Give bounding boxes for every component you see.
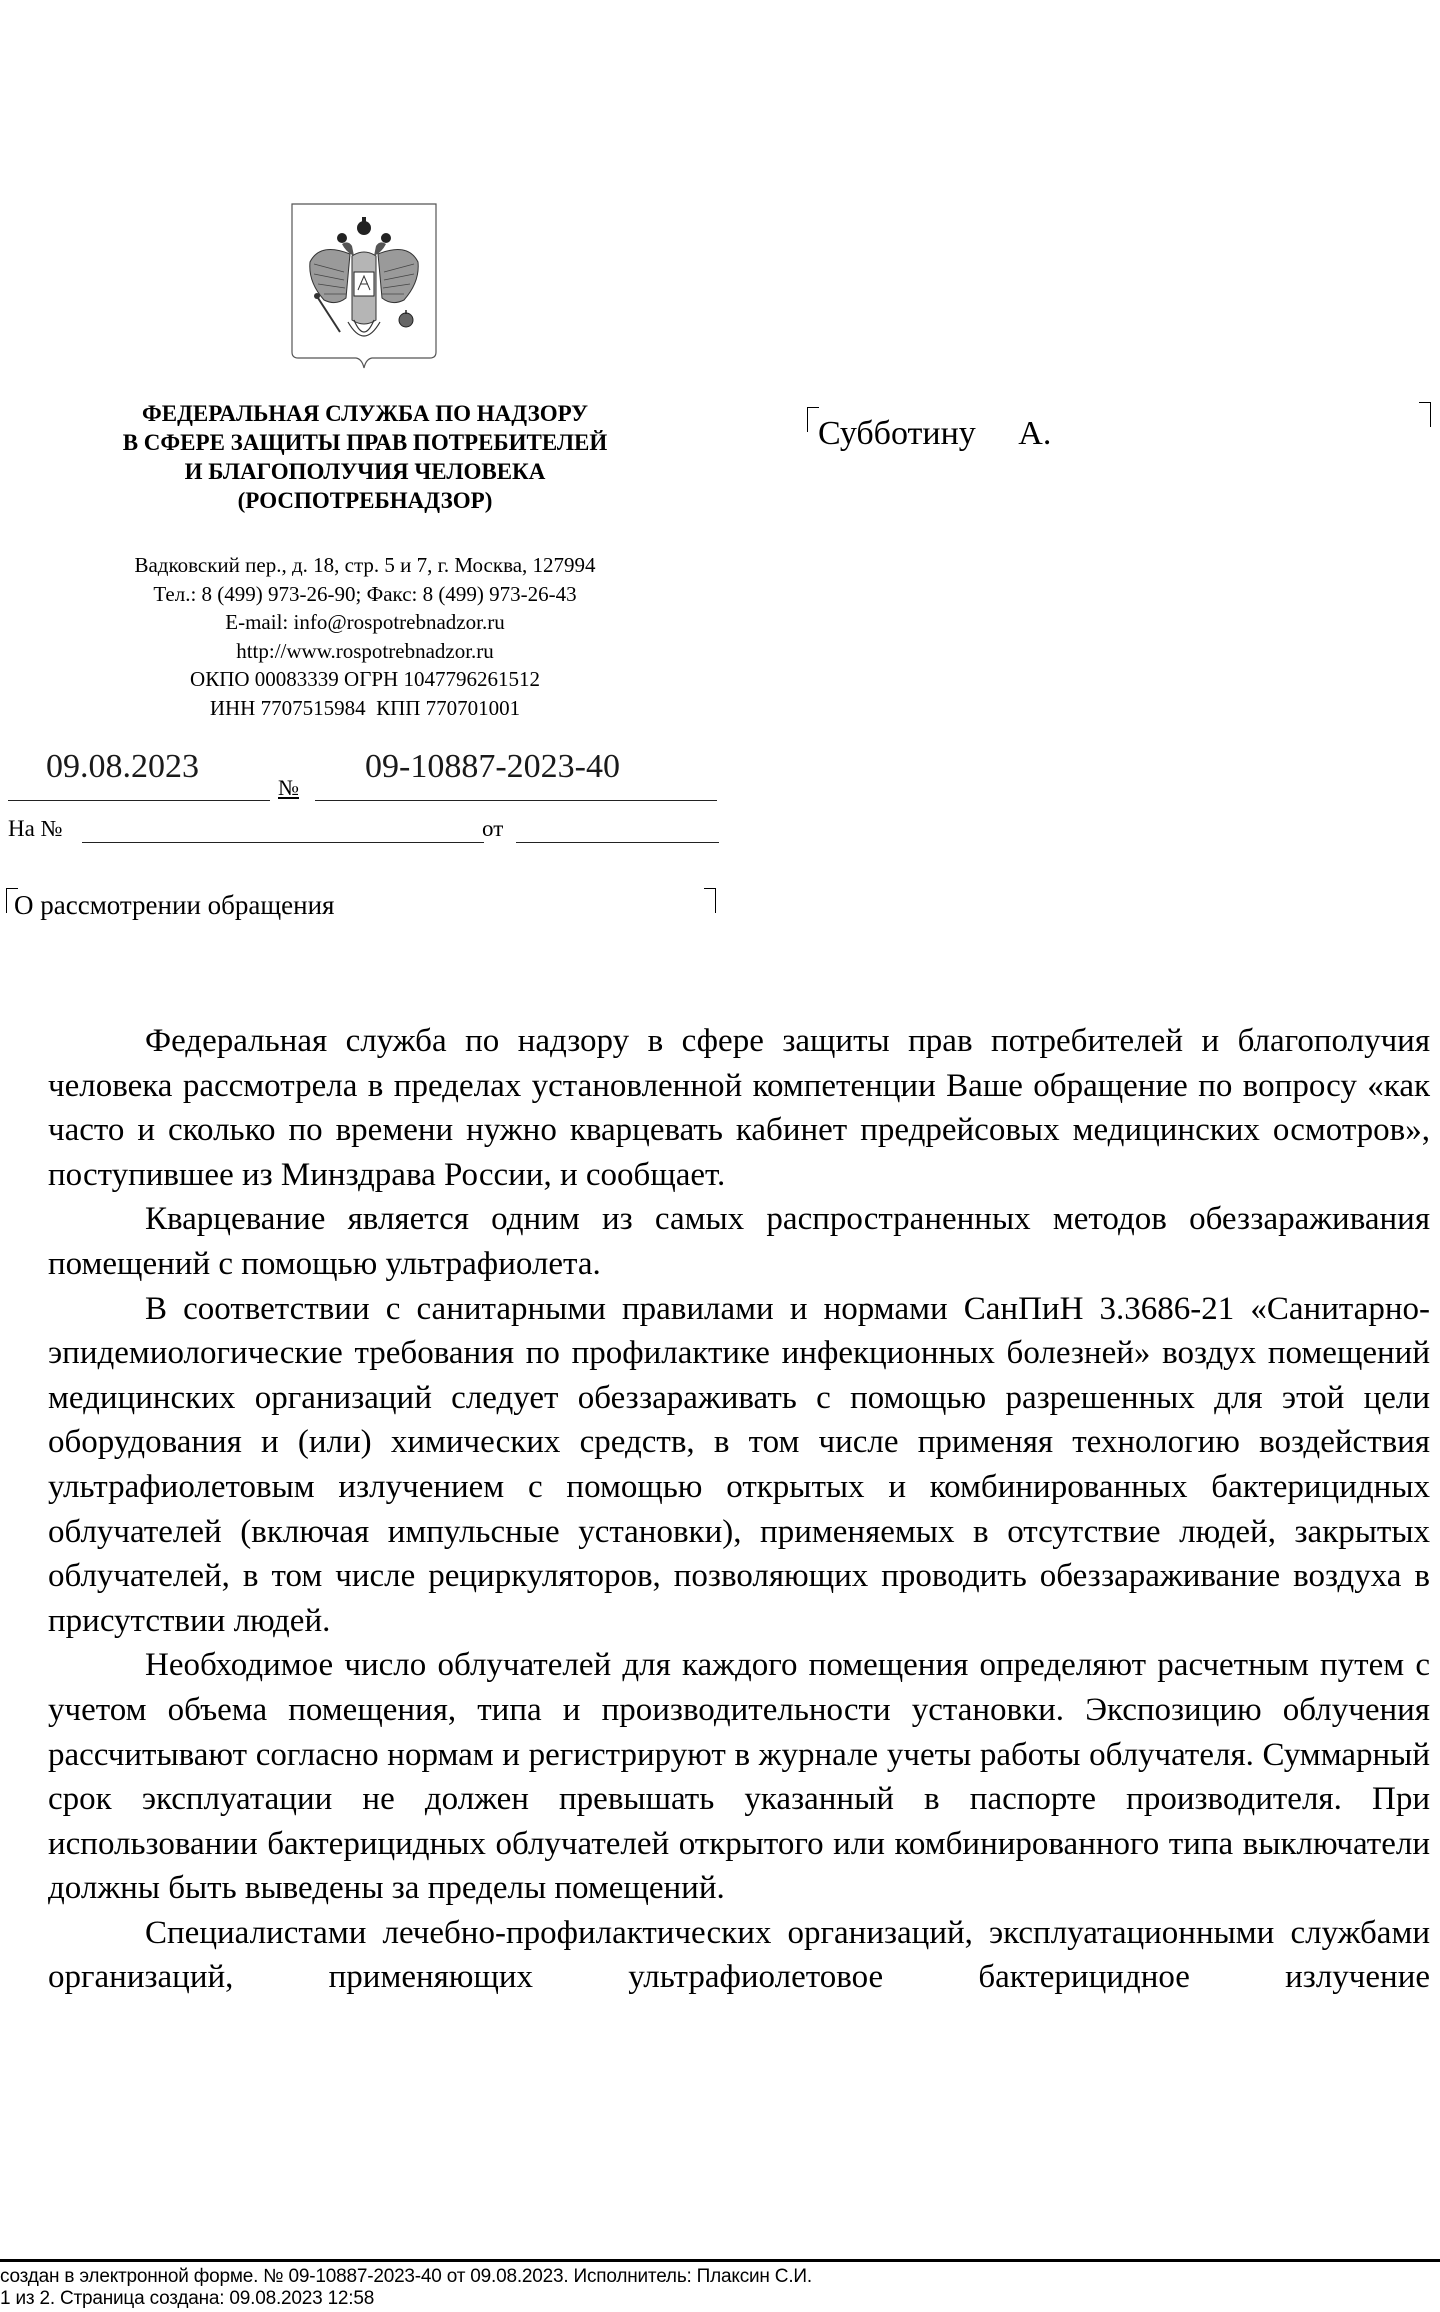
org-name-line: И БЛАГОПОЛУЧИЯ ЧЕЛОВЕКА bbox=[184, 459, 546, 484]
org-name-line: (РОСПОТРЕБНАДЗОР) bbox=[237, 488, 493, 513]
email-line: E-mail: info@rospotrebnadzor.ru bbox=[225, 610, 505, 635]
addressee: Субботину А. bbox=[818, 415, 1052, 452]
org-name-line: В СФЕРЕ ЗАЩИТЫ ПРАВ ПОТРЕБИТЕЛЕЙ bbox=[122, 430, 608, 455]
letter-body bbox=[48, 1019, 1430, 2000]
body-paragraph: Необходимое число облучателей для каждого помещения определяют расчетным путем с учетом объема помещения, типа и производительности установки. Экспозицию облучения рассчитывают согласно нормам и регистрируют в журнале учеты работы облучателя. Суммарный срок эксплуатации не должен превышать указанный в паспорте производителя. При использовании бактерицидных облучателей открытого или комбинированного типа выключатели должны быть выведены за пределы помещений. bbox=[48, 1647, 1430, 1907]
organization-name bbox=[0, 399, 730, 515]
okpo-ogrn-line: ОКПО 00083339 ОГРН 1047796261512 bbox=[190, 667, 540, 692]
footer-document-info: создан в электронной форме. № 09-10887-2023-40 от 09.08.2023. Исполнитель: Плаксин С.И. bbox=[0, 2266, 812, 2287]
org-name-line: ФЕДЕРАЛЬНАЯ СЛУЖБА ПО НАДЗОРУ bbox=[141, 401, 589, 426]
website-line: http://www.rospotrebnadzor.ru bbox=[236, 638, 494, 663]
organization-contacts bbox=[0, 551, 730, 723]
address-line: Вадковский пер., д. 18, стр. 5 и 7, г. Москва, 127994 bbox=[134, 553, 596, 577]
addressee-corner-right bbox=[1419, 402, 1431, 427]
number-sign-text: № bbox=[278, 775, 299, 800]
body-paragraph: В соответствии с санитарными правилами и нормами СанПиН 3.3686-21 «Санитарно-эпидемиологические требования по профилактике инфекционных болезней» воздух помещений медицинских организаций следует обеззараживать с помощью разрешенных для этой цели оборудования и (или) химических средств, в том числе применяя технологию воздействия ультрафиолетовым излучением с помощью открытых и комбинированных бактерицидных облучателей (включая импульсные установки), применяемых в отсутствие людей, закрытых облучателей, в том числе рециркуляторов, позволяющих проводить обеззараживание воздуха в присутствии людей. bbox=[48, 1290, 1430, 1639]
russian-coat-of-arms-icon bbox=[290, 202, 438, 370]
inn-kpp-line: ИНН 7707515984 КПП 770701001 bbox=[209, 695, 521, 720]
date-underline bbox=[8, 800, 270, 801]
phone-fax-line: Тел.: 8 (499) 973-26-90; Факс: 8 (499) 973-26-43 bbox=[153, 581, 577, 606]
number-underline bbox=[315, 800, 717, 801]
registration-number: 09-10887-2023-40 bbox=[365, 748, 620, 785]
footer-divider bbox=[0, 2259, 1440, 2262]
number-sign bbox=[278, 775, 299, 801]
reply-from-label: от bbox=[482, 816, 504, 841]
document-footer bbox=[0, 2266, 812, 2309]
body-paragraph: Специалистами лечебно-профилактических организаций, эксплуатационными службами организаций, применяющих ультрафиолетовое бактерицидное излучение bbox=[48, 1914, 1430, 1996]
reply-number-underline bbox=[82, 842, 484, 843]
reply-to-text: На № bbox=[8, 816, 63, 841]
reply-date-underline bbox=[516, 842, 719, 843]
subject-corner-right bbox=[704, 888, 716, 913]
footer-page-info: 1 из 2. Страница создана: 09.08.2023 12:58 bbox=[0, 2287, 375, 2309]
body-paragraph: Кварцевание является одним из самых распространенных методов обеззараживания помещений с помощью ультрафиолета. bbox=[48, 1201, 1430, 1282]
registration-date: 09.08.2023 bbox=[46, 748, 199, 785]
reply-to-label bbox=[8, 814, 63, 844]
subject: О рассмотрении обращения bbox=[14, 890, 335, 920]
body-paragraph: Федеральная служба по надзору в сфере защиты прав потребителей и благополучия человека рассмотрела в пределах установленной компетенции Ваше обращение по вопросу «как часто и сколько по времени нужно кварцевать кабинет предрейсовых медицинских осмотров», поступившее из Минздрава России, и сообщает. bbox=[48, 1023, 1430, 1193]
